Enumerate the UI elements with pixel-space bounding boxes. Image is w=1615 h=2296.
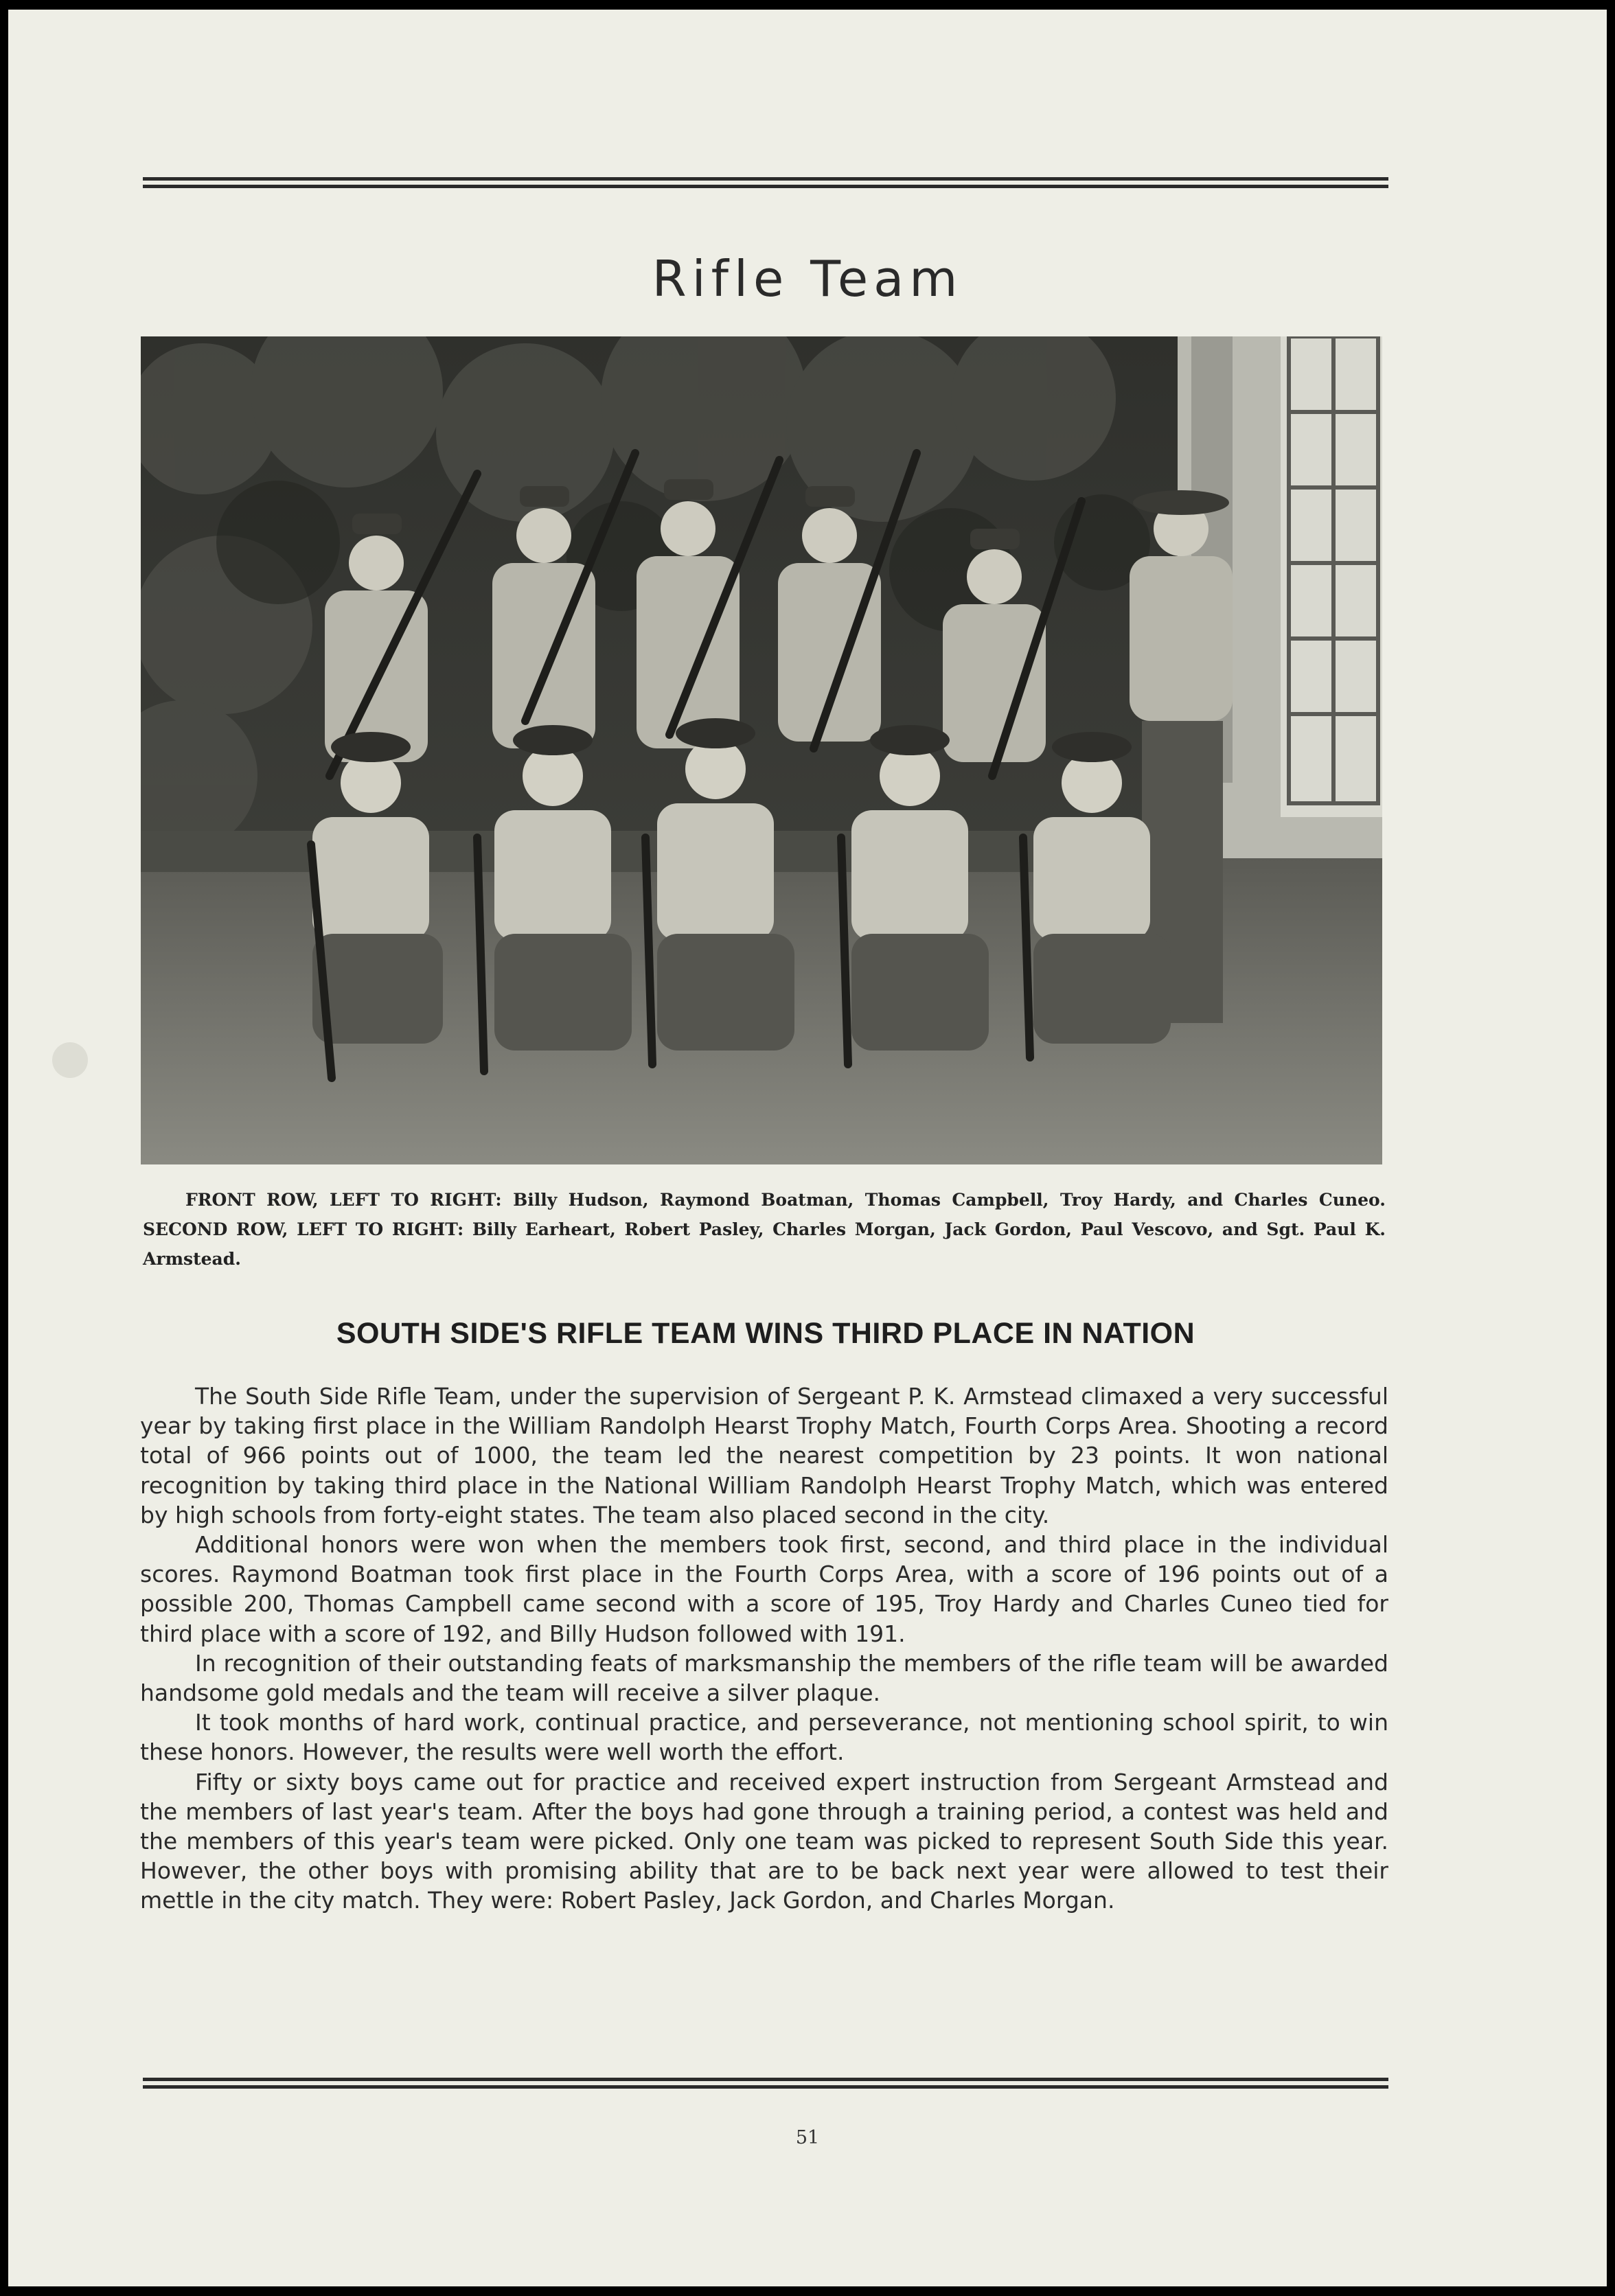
yearbook-page — [8, 10, 1607, 2286]
bottom-double-rule — [143, 2078, 1388, 2089]
article-paragraph: In recognition of their outstanding feats of marksmanship the members of the rifle team will be awarded handsome gold medals and the team will receive a silver plaque. — [140, 1649, 1388, 1707]
page-number: 51 — [795, 2127, 820, 2148]
article-paragraph: It took months of hard work, continual practice, and perseverance, not mentioning school spirit, to win these honors. However, the results were well worth the effort. — [140, 1709, 1388, 1766]
top-double-rule — [143, 177, 1388, 188]
team-photo — [141, 336, 1382, 1164]
article-headline: SOUTH SIDE'S RIFLE TEAM WINS THIRD PLACE IN NATION — [336, 1317, 1195, 1350]
article-paragraph: Fifty or sixty boys came out for practice and received expert instruction from Sergeant Armstead and the members of last year's team. After the boys had gone through a training period, a contest was held and the members of this year's team were picked. Only one team was picked to represent South Side this year. However, the other boys with promising ability that are to be back next year were allowed to test their mettle in the city match. They were: Robert Pasley, Jack Gordon, and Charles Morgan. — [140, 1768, 1388, 1914]
photo-caption: FRONT ROW, LEFT TO RIGHT: Billy Hudson, Raymond Boatman, Thomas Campbell, Troy Hardy, and Charles Cuneo. SECOND ROW, LEFT TO RIGHT: Billy Earheart, Robert Pasley, Charles Morgan, Jack Gordon, Paul Vescovo, and Sgt. Paul K. Armstead. — [143, 1190, 1386, 1269]
page-title: Rifle Team — [652, 250, 963, 308]
article-paragraph: The South Side Rifle Team, under the supervision of Sergeant P. K. Armstead climaxed a very successful year by taking first place in the William Randolph Hearst Trophy Match, Fourth Corps Area. Shooting a record total of 966 points out of 1000, the team led the nearest competition by 23 points. It won national recognition by taking third place in the National William Randolph Hearst Trophy Match, which was entered by high schools from forty-eight states. The team also placed second in the city. — [140, 1383, 1388, 1528]
page-smudge — [52, 1042, 88, 1078]
article-body — [140, 1381, 1388, 1916]
article-paragraph: Additional honors were won when the members took first, second, and third place in the individual scores. Raymond Boatman took first place in the Fourth Corps Area, with a score of 196 points out of a possible 200, Thomas Campbell came second with a score of 195, Troy Hardy and Charles Cuneo tied for third place with a score of 192, and Billy Hudson followed with 191. — [140, 1531, 1388, 1647]
